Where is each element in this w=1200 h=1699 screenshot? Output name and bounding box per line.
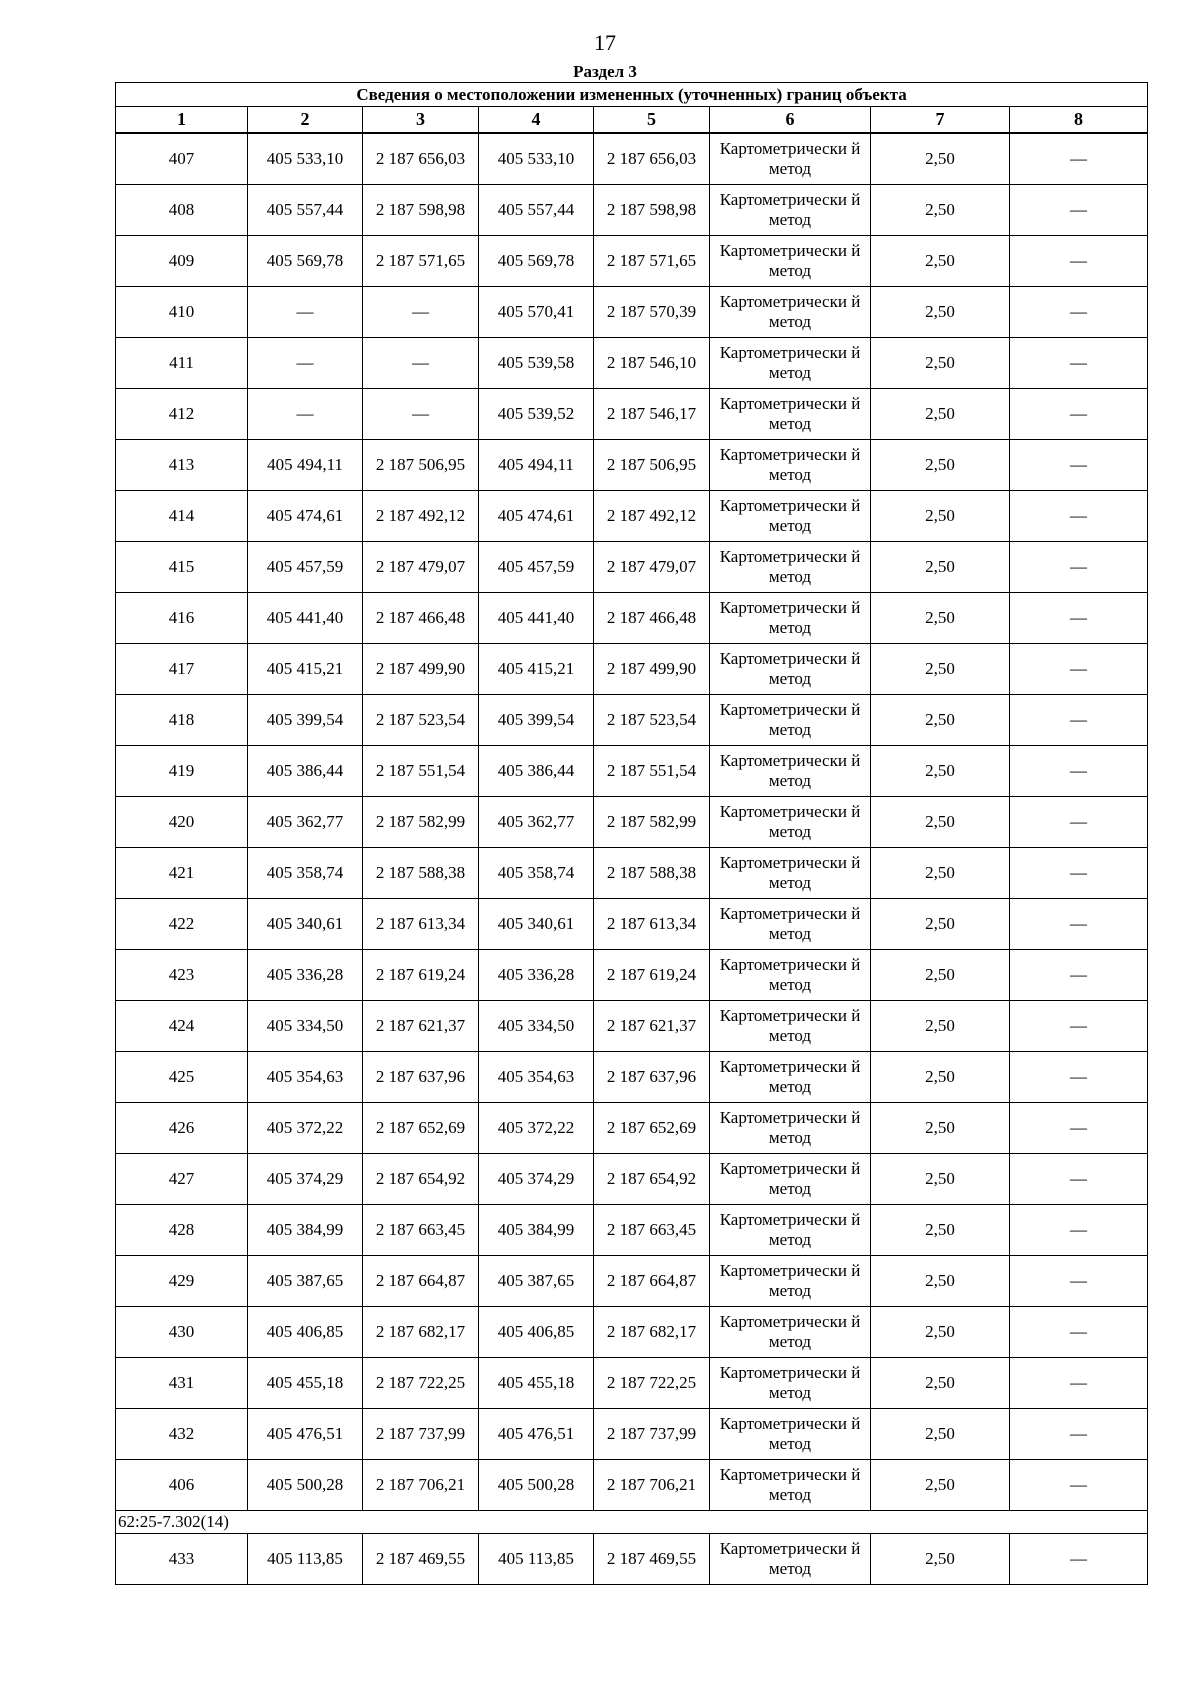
- method-cell: Картометрически й метод: [710, 695, 871, 746]
- method-cell: Картометрически й метод: [710, 542, 871, 593]
- new-x-cell: 405 372,22: [479, 1103, 594, 1154]
- point-number-cell: 407: [116, 133, 248, 185]
- note-cell: —: [1010, 1256, 1148, 1307]
- section-title: Раздел 3: [573, 62, 637, 81]
- accuracy-cell: 2,50: [871, 746, 1010, 797]
- old-y-cell: 2 187 682,17: [363, 1307, 479, 1358]
- table-row: [116, 491, 1148, 542]
- old-y-cell: 2 187 492,12: [363, 491, 479, 542]
- accuracy-cell: 2,50: [871, 389, 1010, 440]
- accuracy-cell: 2,50: [871, 1103, 1010, 1154]
- table-row: [116, 133, 1148, 185]
- table-row: [116, 1205, 1148, 1256]
- table-row: [116, 848, 1148, 899]
- table-row: [116, 746, 1148, 797]
- old-x-cell: 405 476,51: [248, 1409, 363, 1460]
- old-y-cell: —: [363, 389, 479, 440]
- table-row: [116, 899, 1148, 950]
- accuracy-cell: 2,50: [871, 1409, 1010, 1460]
- method-cell: Картометрически й метод: [710, 236, 871, 287]
- new-y-cell: 2 187 469,55: [594, 1534, 710, 1585]
- method-cell: Картометрически й метод: [710, 338, 871, 389]
- table-caption: Сведения о местоположении измененных (уточненных) границ объекта: [116, 83, 1148, 107]
- old-x-cell: 405 334,50: [248, 1001, 363, 1052]
- new-x-cell: 405 334,50: [479, 1001, 594, 1052]
- new-y-cell: 2 187 582,99: [594, 797, 710, 848]
- group-row: [116, 1511, 1148, 1534]
- new-x-cell: 405 358,74: [479, 848, 594, 899]
- table-row: [116, 1256, 1148, 1307]
- table-row: [116, 1307, 1148, 1358]
- new-x-cell: 405 569,78: [479, 236, 594, 287]
- new-x-cell: 405 570,41: [479, 287, 594, 338]
- old-x-cell: —: [248, 389, 363, 440]
- old-y-cell: 2 187 551,54: [363, 746, 479, 797]
- new-y-cell: 2 187 546,17: [594, 389, 710, 440]
- method-cell: Картометрически й метод: [710, 133, 871, 185]
- accuracy-cell: 2,50: [871, 440, 1010, 491]
- accuracy-cell: 2,50: [871, 133, 1010, 185]
- new-x-cell: 405 557,44: [479, 185, 594, 236]
- table-row: [116, 287, 1148, 338]
- old-x-cell: —: [248, 287, 363, 338]
- table-row: [116, 950, 1148, 1001]
- point-number-cell: 420: [116, 797, 248, 848]
- note-cell: —: [1010, 1001, 1148, 1052]
- note-cell: —: [1010, 644, 1148, 695]
- old-x-cell: 405 387,65: [248, 1256, 363, 1307]
- point-number-cell: 410: [116, 287, 248, 338]
- old-x-cell: 405 336,28: [248, 950, 363, 1001]
- old-y-cell: 2 187 466,48: [363, 593, 479, 644]
- accuracy-cell: 2,50: [871, 1052, 1010, 1103]
- accuracy-cell: 2,50: [871, 1358, 1010, 1409]
- accuracy-cell: 2,50: [871, 185, 1010, 236]
- old-y-cell: 2 187 479,07: [363, 542, 479, 593]
- point-number-cell: 429: [116, 1256, 248, 1307]
- old-x-cell: 405 455,18: [248, 1358, 363, 1409]
- point-number-cell: 419: [116, 746, 248, 797]
- old-y-cell: 2 187 656,03: [363, 133, 479, 185]
- note-cell: —: [1010, 1534, 1148, 1585]
- accuracy-cell: 2,50: [871, 1534, 1010, 1585]
- note-cell: —: [1010, 338, 1148, 389]
- point-number-cell: 409: [116, 236, 248, 287]
- old-x-cell: 405 399,54: [248, 695, 363, 746]
- new-x-cell: 405 354,63: [479, 1052, 594, 1103]
- method-cell: Картометрически й метод: [710, 491, 871, 542]
- table-row: [116, 1460, 1148, 1511]
- accuracy-cell: 2,50: [871, 491, 1010, 542]
- table-row: [116, 440, 1148, 491]
- page-number: 17: [594, 30, 616, 55]
- new-y-cell: 2 187 546,10: [594, 338, 710, 389]
- table-row: [116, 695, 1148, 746]
- method-cell: Картометрически й метод: [710, 797, 871, 848]
- old-x-cell: 405 415,21: [248, 644, 363, 695]
- point-number-cell: 417: [116, 644, 248, 695]
- new-x-cell: 405 406,85: [479, 1307, 594, 1358]
- table-row: [116, 1409, 1148, 1460]
- old-y-cell: 2 187 619,24: [363, 950, 479, 1001]
- point-number-cell: 413: [116, 440, 248, 491]
- old-y-cell: —: [363, 287, 479, 338]
- note-cell: —: [1010, 236, 1148, 287]
- point-number-cell: 425: [116, 1052, 248, 1103]
- old-x-cell: 405 569,78: [248, 236, 363, 287]
- accuracy-cell: 2,50: [871, 695, 1010, 746]
- point-number-cell: 408: [116, 185, 248, 236]
- note-cell: —: [1010, 950, 1148, 1001]
- accuracy-cell: 2,50: [871, 644, 1010, 695]
- table-row: [116, 542, 1148, 593]
- note-cell: —: [1010, 746, 1148, 797]
- new-x-cell: 405 457,59: [479, 542, 594, 593]
- note-cell: —: [1010, 133, 1148, 185]
- method-cell: Картометрически й метод: [710, 1307, 871, 1358]
- new-x-cell: 405 539,52: [479, 389, 594, 440]
- old-y-cell: 2 187 722,25: [363, 1358, 479, 1409]
- cadastral-group-label: 62:25-7.302(14): [116, 1511, 1148, 1534]
- note-cell: —: [1010, 1154, 1148, 1205]
- note-cell: —: [1010, 185, 1148, 236]
- point-number-cell: 432: [116, 1409, 248, 1460]
- new-y-cell: 2 187 682,17: [594, 1307, 710, 1358]
- old-x-cell: 405 406,85: [248, 1307, 363, 1358]
- old-x-cell: 405 474,61: [248, 491, 363, 542]
- note-cell: —: [1010, 848, 1148, 899]
- method-cell: Картометрически й метод: [710, 185, 871, 236]
- method-cell: Картометрически й метод: [710, 1358, 871, 1409]
- new-y-cell: 2 187 598,98: [594, 185, 710, 236]
- old-x-cell: 405 386,44: [248, 746, 363, 797]
- note-cell: —: [1010, 797, 1148, 848]
- column-header: 6: [710, 107, 871, 134]
- old-y-cell: 2 187 621,37: [363, 1001, 479, 1052]
- new-y-cell: 2 187 523,54: [594, 695, 710, 746]
- new-x-cell: 405 386,44: [479, 746, 594, 797]
- new-x-cell: 405 387,65: [479, 1256, 594, 1307]
- old-x-cell: —: [248, 338, 363, 389]
- note-cell: —: [1010, 1460, 1148, 1511]
- old-x-cell: 405 533,10: [248, 133, 363, 185]
- old-x-cell: 405 372,22: [248, 1103, 363, 1154]
- new-y-cell: 2 187 499,90: [594, 644, 710, 695]
- method-cell: Картометрически й метод: [710, 1256, 871, 1307]
- note-cell: —: [1010, 1103, 1148, 1154]
- old-y-cell: 2 187 523,54: [363, 695, 479, 746]
- note-cell: —: [1010, 593, 1148, 644]
- accuracy-cell: 2,50: [871, 287, 1010, 338]
- point-number-cell: 424: [116, 1001, 248, 1052]
- method-cell: Картометрически й метод: [710, 1534, 871, 1585]
- new-x-cell: 405 441,40: [479, 593, 594, 644]
- old-x-cell: 405 340,61: [248, 899, 363, 950]
- old-y-cell: 2 187 654,92: [363, 1154, 479, 1205]
- new-x-cell: 405 399,54: [479, 695, 594, 746]
- old-y-cell: 2 187 652,69: [363, 1103, 479, 1154]
- old-y-cell: 2 187 499,90: [363, 644, 479, 695]
- old-x-cell: 405 354,63: [248, 1052, 363, 1103]
- old-y-cell: 2 187 737,99: [363, 1409, 479, 1460]
- new-y-cell: 2 187 466,48: [594, 593, 710, 644]
- method-cell: Картометрически й метод: [710, 440, 871, 491]
- old-y-cell: 2 187 613,34: [363, 899, 479, 950]
- old-x-cell: 405 374,29: [248, 1154, 363, 1205]
- accuracy-cell: 2,50: [871, 1307, 1010, 1358]
- old-x-cell: 405 113,85: [248, 1534, 363, 1585]
- table-row: [116, 593, 1148, 644]
- new-x-cell: 405 374,29: [479, 1154, 594, 1205]
- new-y-cell: 2 187 621,37: [594, 1001, 710, 1052]
- new-y-cell: 2 187 492,12: [594, 491, 710, 542]
- accuracy-cell: 2,50: [871, 1001, 1010, 1052]
- column-header: 5: [594, 107, 710, 134]
- point-number-cell: 431: [116, 1358, 248, 1409]
- new-y-cell: 2 187 656,03: [594, 133, 710, 185]
- old-x-cell: 405 384,99: [248, 1205, 363, 1256]
- accuracy-cell: 2,50: [871, 899, 1010, 950]
- table-row: [116, 389, 1148, 440]
- old-y-cell: 2 187 588,38: [363, 848, 479, 899]
- accuracy-cell: 2,50: [871, 1205, 1010, 1256]
- method-cell: Картометрически й метод: [710, 1460, 871, 1511]
- accuracy-cell: 2,50: [871, 1256, 1010, 1307]
- column-header: 7: [871, 107, 1010, 134]
- table-row: [116, 338, 1148, 389]
- new-y-cell: 2 187 571,65: [594, 236, 710, 287]
- table-row: [116, 1103, 1148, 1154]
- accuracy-cell: 2,50: [871, 236, 1010, 287]
- point-number-cell: 430: [116, 1307, 248, 1358]
- note-cell: —: [1010, 1052, 1148, 1103]
- method-cell: Картометрически й метод: [710, 389, 871, 440]
- table-row: [116, 1358, 1148, 1409]
- old-y-cell: 2 187 598,98: [363, 185, 479, 236]
- old-y-cell: —: [363, 338, 479, 389]
- method-cell: Картометрически й метод: [710, 1409, 871, 1460]
- new-y-cell: 2 187 570,39: [594, 287, 710, 338]
- new-x-cell: 405 500,28: [479, 1460, 594, 1511]
- new-x-cell: 405 494,11: [479, 440, 594, 491]
- method-cell: Картометрически й метод: [710, 899, 871, 950]
- method-cell: Картометрически й метод: [710, 1103, 871, 1154]
- table-row: [116, 797, 1148, 848]
- old-x-cell: 405 441,40: [248, 593, 363, 644]
- old-y-cell: 2 187 506,95: [363, 440, 479, 491]
- column-header: 2: [248, 107, 363, 134]
- note-cell: —: [1010, 1358, 1148, 1409]
- method-cell: Картометрически й метод: [710, 1001, 871, 1052]
- column-header: 1: [116, 107, 248, 134]
- old-x-cell: 405 362,77: [248, 797, 363, 848]
- method-cell: Картометрически й метод: [710, 1154, 871, 1205]
- note-cell: —: [1010, 899, 1148, 950]
- table-row: [116, 236, 1148, 287]
- point-number-cell: 423: [116, 950, 248, 1001]
- old-x-cell: 405 358,74: [248, 848, 363, 899]
- old-y-cell: 2 187 706,21: [363, 1460, 479, 1511]
- point-number-cell: 416: [116, 593, 248, 644]
- point-number-cell: 414: [116, 491, 248, 542]
- new-y-cell: 2 187 663,45: [594, 1205, 710, 1256]
- new-x-cell: 405 384,99: [479, 1205, 594, 1256]
- method-cell: Картометрически й метод: [710, 950, 871, 1001]
- point-number-cell: 422: [116, 899, 248, 950]
- column-header: 3: [363, 107, 479, 134]
- new-y-cell: 2 187 479,07: [594, 542, 710, 593]
- point-number-cell: 418: [116, 695, 248, 746]
- method-cell: Картометрически й метод: [710, 1052, 871, 1103]
- old-x-cell: 405 500,28: [248, 1460, 363, 1511]
- note-cell: —: [1010, 542, 1148, 593]
- accuracy-cell: 2,50: [871, 797, 1010, 848]
- point-number-cell: 406: [116, 1460, 248, 1511]
- old-y-cell: 2 187 664,87: [363, 1256, 479, 1307]
- note-cell: —: [1010, 491, 1148, 542]
- new-y-cell: 2 187 613,34: [594, 899, 710, 950]
- point-number-cell: 415: [116, 542, 248, 593]
- note-cell: —: [1010, 695, 1148, 746]
- new-x-cell: 405 113,85: [479, 1534, 594, 1585]
- table-row: [116, 1154, 1148, 1205]
- new-x-cell: 405 336,28: [479, 950, 594, 1001]
- new-y-cell: 2 187 551,54: [594, 746, 710, 797]
- accuracy-cell: 2,50: [871, 338, 1010, 389]
- column-header: 8: [1010, 107, 1148, 134]
- old-x-cell: 405 494,11: [248, 440, 363, 491]
- note-cell: —: [1010, 1409, 1148, 1460]
- accuracy-cell: 2,50: [871, 848, 1010, 899]
- accuracy-cell: 2,50: [871, 593, 1010, 644]
- point-number-cell: 428: [116, 1205, 248, 1256]
- new-y-cell: 2 187 664,87: [594, 1256, 710, 1307]
- table-row: [116, 1052, 1148, 1103]
- old-x-cell: 405 557,44: [248, 185, 363, 236]
- new-y-cell: 2 187 588,38: [594, 848, 710, 899]
- table-header-row: [116, 107, 1148, 134]
- table-row: [116, 1001, 1148, 1052]
- accuracy-cell: 2,50: [871, 542, 1010, 593]
- method-cell: Картометрически й метод: [710, 593, 871, 644]
- note-cell: —: [1010, 389, 1148, 440]
- point-number-cell: 412: [116, 389, 248, 440]
- new-x-cell: 405 533,10: [479, 133, 594, 185]
- note-cell: —: [1010, 1307, 1148, 1358]
- method-cell: Картометрически й метод: [710, 848, 871, 899]
- method-cell: Картометрически й метод: [710, 1205, 871, 1256]
- new-x-cell: 405 340,61: [479, 899, 594, 950]
- method-cell: Картометрически й метод: [710, 287, 871, 338]
- point-number-cell: 433: [116, 1534, 248, 1585]
- old-y-cell: 2 187 469,55: [363, 1534, 479, 1585]
- new-y-cell: 2 187 506,95: [594, 440, 710, 491]
- new-y-cell: 2 187 652,69: [594, 1103, 710, 1154]
- accuracy-cell: 2,50: [871, 950, 1010, 1001]
- table-row: [116, 1534, 1148, 1585]
- new-x-cell: 405 474,61: [479, 491, 594, 542]
- note-cell: —: [1010, 440, 1148, 491]
- new-y-cell: 2 187 654,92: [594, 1154, 710, 1205]
- old-y-cell: 2 187 571,65: [363, 236, 479, 287]
- new-x-cell: 405 476,51: [479, 1409, 594, 1460]
- point-number-cell: 427: [116, 1154, 248, 1205]
- method-cell: Картометрически й метод: [710, 746, 871, 797]
- new-x-cell: 405 455,18: [479, 1358, 594, 1409]
- old-x-cell: 405 457,59: [248, 542, 363, 593]
- new-y-cell: 2 187 637,96: [594, 1052, 710, 1103]
- new-x-cell: 405 415,21: [479, 644, 594, 695]
- new-x-cell: 405 362,77: [479, 797, 594, 848]
- new-y-cell: 2 187 706,21: [594, 1460, 710, 1511]
- point-number-cell: 426: [116, 1103, 248, 1154]
- table-row: [116, 644, 1148, 695]
- column-header: 4: [479, 107, 594, 134]
- point-number-cell: 421: [116, 848, 248, 899]
- table-caption-row: [116, 83, 1148, 107]
- new-x-cell: 405 539,58: [479, 338, 594, 389]
- new-y-cell: 2 187 722,25: [594, 1358, 710, 1409]
- coordinates-table: [115, 82, 1148, 1585]
- new-y-cell: 2 187 619,24: [594, 950, 710, 1001]
- method-cell: Картометрически й метод: [710, 644, 871, 695]
- old-y-cell: 2 187 582,99: [363, 797, 479, 848]
- accuracy-cell: 2,50: [871, 1154, 1010, 1205]
- old-y-cell: 2 187 663,45: [363, 1205, 479, 1256]
- note-cell: —: [1010, 287, 1148, 338]
- point-number-cell: 411: [116, 338, 248, 389]
- new-y-cell: 2 187 737,99: [594, 1409, 710, 1460]
- accuracy-cell: 2,50: [871, 1460, 1010, 1511]
- note-cell: —: [1010, 1205, 1148, 1256]
- old-y-cell: 2 187 637,96: [363, 1052, 479, 1103]
- table-row: [116, 185, 1148, 236]
